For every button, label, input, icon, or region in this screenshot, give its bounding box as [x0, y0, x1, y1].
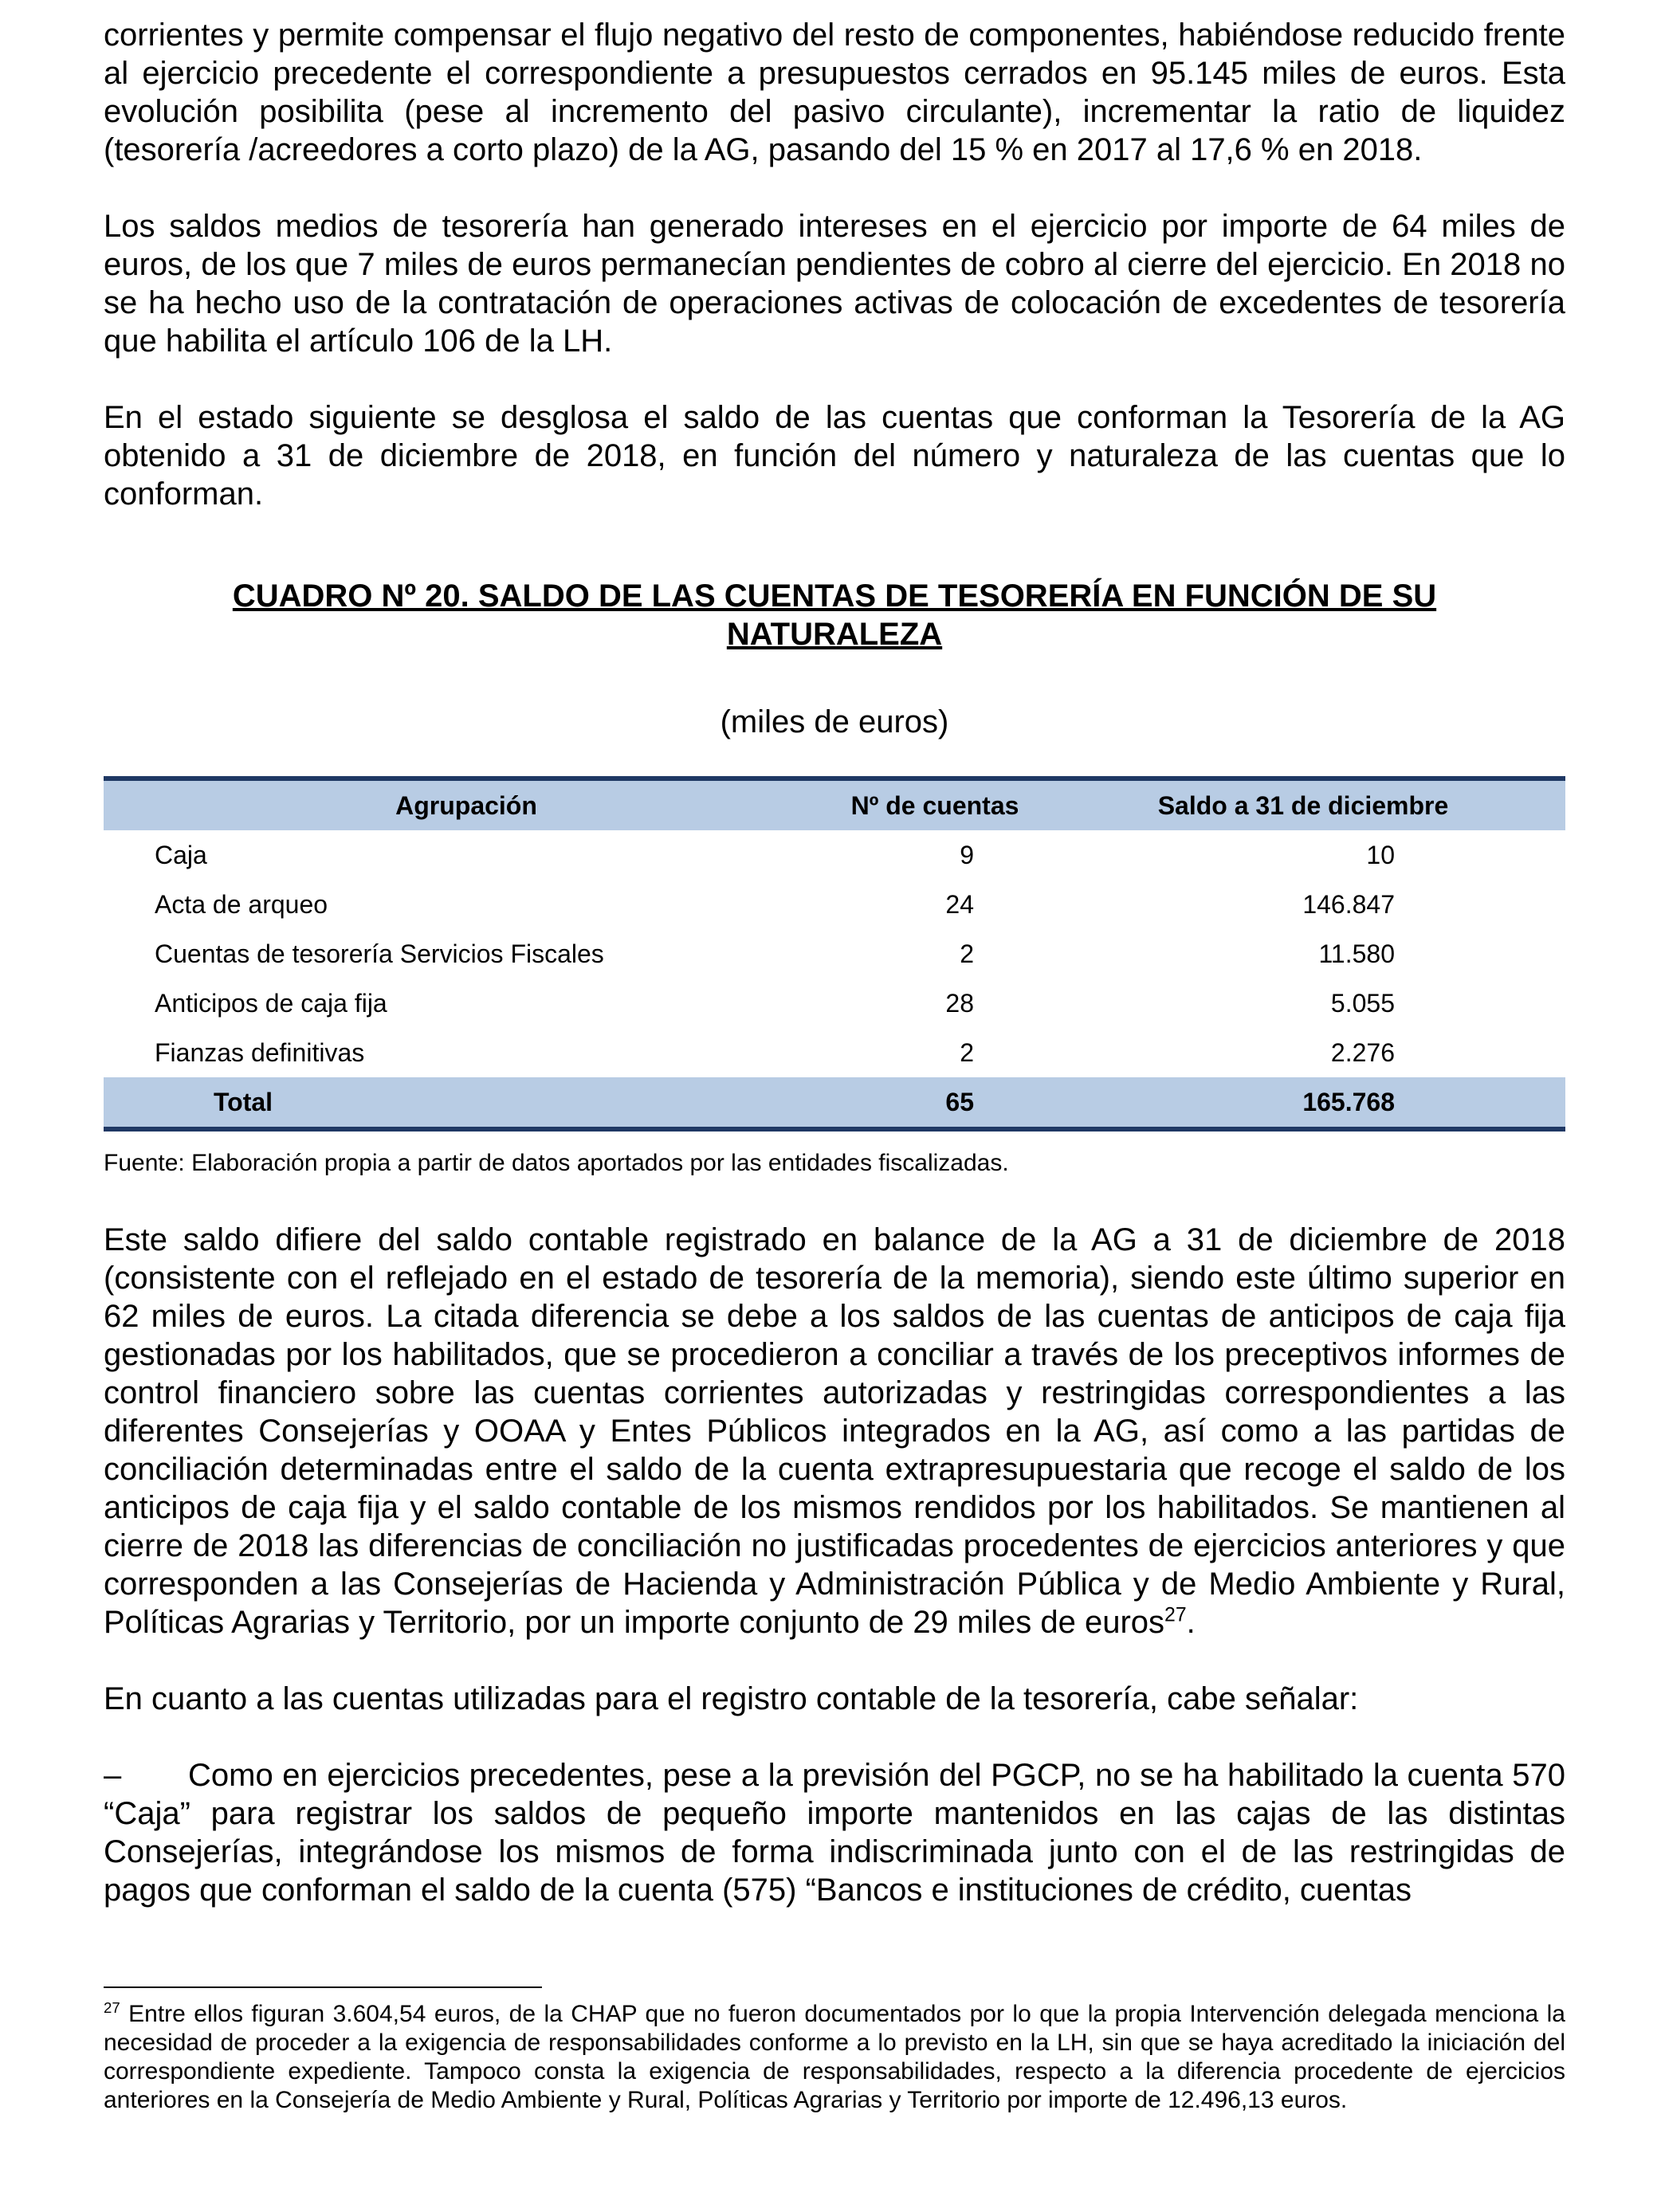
row-count: 24: [945, 889, 974, 919]
paragraph-liquidity: corrientes y permite compensar el flujo negativo del resto de componentes, habiéndose reducido frente al ejercicio precedente el correspondiente a presupuestos cerrados en 95.145 miles de euros. Esta evolución posibilita (pese al incremento del pasivo circulante), incrementar la ratio de liquidez (tesorería /acreedores a corto plazo) de la AG, pasando del 15 % en 2017 al 17,6 % en 2018.: [104, 18, 1565, 167]
row-count: 2: [960, 1037, 974, 1067]
bullet-item-text: Como en ejercicios precedentes, pese a la previsión del PGCP, no se ha habilitado la cuenta 570 “Caja” para registrar los saldos de pequeño importe mantenidos en las cajas de las distintas Consejerías, integrándose los mismos de forma indiscriminada junto con el de las restringidas de pagos que conforman el saldo de la cuenta (575) “Bancos e instituciones de crédito, cuentas: [104, 1758, 1565, 1908]
header-saldo: Saldo a 31 de diciembre: [1041, 779, 1565, 830]
paragraph-breakdown-intro: En el estado siguiente se desglosa el saldo de las cuentas que conforman la Tesorería de la AG obtenido a 31 de diciembre de 2018, en función del número y naturaleza de las cuentas que lo conforman.: [104, 400, 1565, 512]
table-header-row: [104, 779, 1565, 830]
footnote-number: 27: [104, 1999, 120, 2016]
table-total-row: [104, 1077, 1565, 1129]
row-balance: 146.847: [1302, 889, 1395, 919]
paragraph-difference: [104, 1221, 1565, 1641]
table-title-line-1: CUADRO Nº 20. SALDO DE LAS CUENTAS DE TESORERÍA EN FUNCIÓN DE SU: [232, 578, 1437, 614]
row-balance: 2.276: [1330, 1037, 1395, 1067]
row-label: Caja: [155, 840, 207, 869]
footnote: [104, 2000, 1565, 2115]
paragraph-difference-end: .: [1186, 1605, 1196, 1640]
row-label: Acta de arqueo: [155, 889, 328, 919]
row-balance: 10: [1366, 840, 1395, 869]
footnote-reference: 27: [1164, 1604, 1187, 1626]
header-num-cuentas: Nº de cuentas: [829, 779, 1041, 830]
row-count: 2: [960, 939, 974, 968]
row-label: Anticipos de caja fija: [155, 988, 387, 1018]
paragraph-accounts-intro: En cuanto a las cuentas utilizadas para el registro contable de la tesorería, cabe señalar:: [104, 1681, 1359, 1716]
table-title-line-2: NATURALEZA: [726, 617, 943, 652]
row-balance: 11.580: [1318, 939, 1395, 968]
row-count: 9: [960, 840, 974, 869]
footnote-separator: [104, 1986, 542, 1988]
row-balance: 5.055: [1330, 988, 1395, 1018]
document-page: [104, 16, 1565, 1909]
bullet-item: [104, 1756, 1565, 1909]
table-row: [104, 929, 1565, 979]
row-label: Fianzas definitivas: [155, 1037, 365, 1067]
table-source-note: Fuente: Elaboración propia a partir de datos aportados por las entidades fiscalizadas.: [104, 1150, 1009, 1176]
row-count: 28: [945, 988, 974, 1018]
table-row: [104, 880, 1565, 929]
total-balance: 165.768: [1041, 1077, 1565, 1129]
paragraph-interest: Los saldos medios de tesorería han generado intereses en el ejercicio por importe de 64 miles de euros, de los que 7 miles de euros permanecían pendientes de cobro al cierre del ejercicio. En 2018 no se ha hecho uso de la contratación de operaciones activas de colocación de excedentes de tesorería que habilita el artículo 106 de la LH.: [104, 209, 1565, 359]
table-row: [104, 1028, 1565, 1077]
header-agrupacion: Agrupación: [104, 779, 829, 830]
row-label: Cuentas de tesorería Servicios Fiscales: [155, 939, 604, 968]
total-count: 65: [829, 1077, 1041, 1129]
table-units: (miles de euros): [720, 704, 949, 739]
total-label: Total: [104, 1077, 829, 1129]
table-title: [104, 577, 1565, 653]
treasury-accounts-table: [104, 776, 1565, 1131]
table-row: [104, 830, 1565, 880]
table-row: [104, 979, 1565, 1028]
paragraph-difference-text: Este saldo difiere del saldo contable registrado en balance de la AG a 31 de diciembre de 2018 (consistente con el reflejado en el estado de tesorería de la memoria), siendo este último superior en 62 miles de euros. La citada diferencia se debe a los saldos de las cuentas de anticipos de caja fija gestionadas por los habilitados, que se procedieron a conciliar a través de los preceptivos informes de control financiero sobre las cuentas corrientes autorizadas y restringidas correspondientes a las diferentes Consejerías y OOAA y Entes Públicos integrados en la AG, así como a las partidas de conciliación determinadas entre el saldo de la cuenta extrapresupuestaria que recoge el saldo de los anticipos de caja fija y el saldo contable de los mismos rendidos por los habilitados. Se mantienen al cierre de 2018 las diferencias de conciliación no justificadas procedentes de ejercicios anteriores y que corresponden a las Consejerías de Hacienda y Administración Pública y de Medio Ambiente y Rural, Políticas Agrarias y Territorio, por un importe conjunto de 29 miles de euros: [104, 1222, 1565, 1640]
footnote-text: Entre ellos figuran 3.604,54 euros, de la CHAP que no fueron documentados por lo que la propia Intervención delegada menciona la necesidad de proceder a la exigencia de responsabilidades conforme a lo previsto en la LH, sin que se haya acreditado la iniciación del correspondiente expediente. Tampoco consta la exigencia de responsabilidades, respecto a la diferencia procedente de ejercicios anteriores en la Consejería de Medio Ambiente y Rural, Políticas Agrarias y Territorio por importe de 12.496,13 euros.: [104, 2001, 1565, 2113]
dash-bullet: –: [104, 1758, 122, 1793]
